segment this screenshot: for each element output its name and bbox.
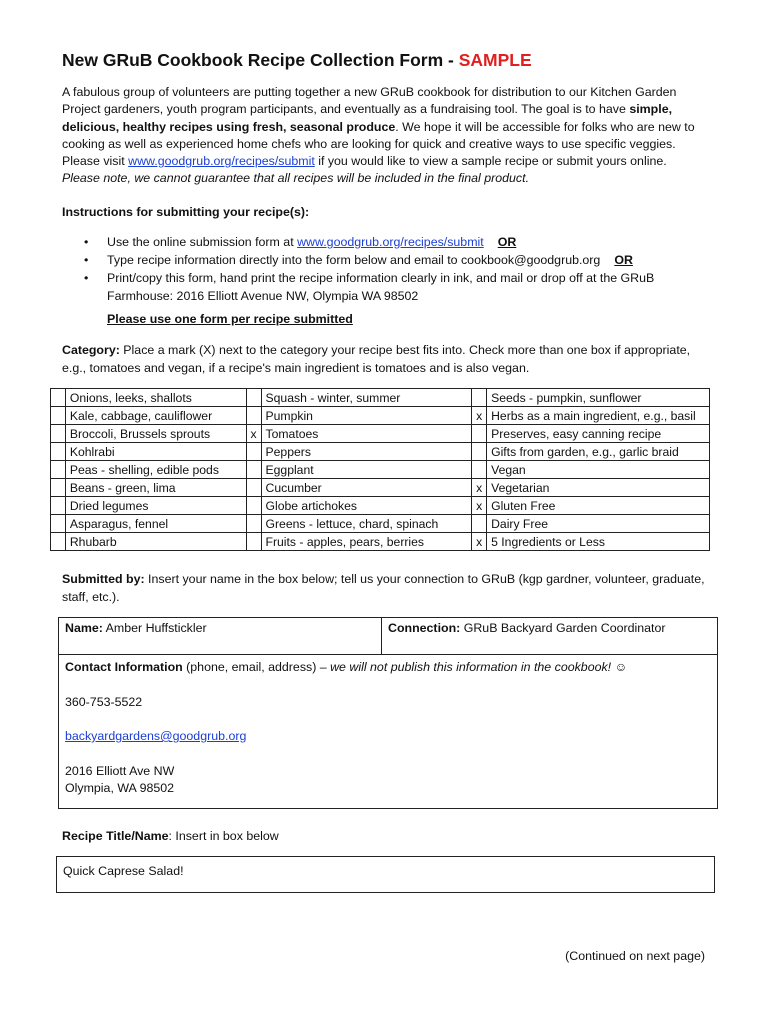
category-checkbox[interactable] [246, 497, 261, 515]
category-instructions: Category: Place a mark (X) next to the category your recipe best fits into. Check more than one box if appropriate, e.g., tomatoes and vegan, if a recipe's main ingredient is tomatoes and is also vegan. [62, 343, 691, 375]
contact-address-line2: Olympia, WA 98502 [65, 781, 175, 795]
contact-email-link[interactable]: backyardgardens@goodgrub.org [65, 729, 247, 743]
smiley-icon: ☺ [611, 660, 628, 674]
category-checkbox[interactable] [51, 515, 66, 533]
table-row [51, 515, 710, 533]
category-label: Eggplant [261, 461, 472, 479]
category-label: Dried legumes [65, 497, 246, 515]
category-label: Cucumber [261, 479, 472, 497]
category-label: Asparagus, fennel [65, 515, 246, 533]
category-label: Tomatoes [261, 425, 472, 443]
table-row [51, 407, 710, 425]
category-label: Kohlrabi [65, 443, 246, 461]
list-item: • Use the online submission form at www.goodgrub.org/recipes/submit OR [62, 233, 712, 251]
category-label: Peppers [261, 443, 472, 461]
submitter-box [58, 617, 718, 809]
category-label: Preserves, easy canning recipe [487, 425, 710, 443]
name-field[interactable]: Name: Amber Huffstickler [59, 618, 382, 655]
category-checkbox[interactable] [246, 479, 261, 497]
intro-note: Please note, we cannot guarantee that all recipes will be included in the final product. [62, 171, 530, 186]
table-row [51, 461, 710, 479]
category-label: Herbs as a main ingredient, e.g., basil [487, 407, 710, 425]
category-label: Pumpkin [261, 407, 472, 425]
category-checkbox[interactable] [51, 407, 66, 425]
table-row [51, 533, 710, 551]
category-checkbox[interactable]: x [472, 407, 487, 425]
category-label: Vegetarian [487, 479, 710, 497]
recipes-submit-link[interactable]: www.goodgrub.org/recipes/submit [128, 154, 315, 169]
instructions-list [62, 233, 712, 305]
recipe-title-field[interactable]: Quick Caprese Salad! [56, 856, 715, 893]
category-label: Rhubarb [65, 533, 246, 551]
category-checkbox[interactable]: x [472, 533, 487, 551]
one-form-notice: Please use one form per recipe submitted [107, 312, 353, 326]
category-label: Squash - winter, summer [261, 389, 472, 407]
category-checkbox[interactable] [246, 389, 261, 407]
category-checkbox[interactable] [472, 515, 487, 533]
category-label: Vegan [487, 461, 710, 479]
category-checkbox[interactable] [51, 533, 66, 551]
category-checkbox[interactable] [472, 461, 487, 479]
category-checkbox[interactable] [51, 443, 66, 461]
continued-note: (Continued on next page) [565, 949, 705, 963]
table-row [51, 389, 710, 407]
category-checkbox[interactable] [246, 461, 261, 479]
contact-info-field[interactable]: Contact Information (phone, email, address) – we will not publish this information in the cookbook! ☺ 360-753-5522 backyardgardens@goodgrub.org 2016 Elliott Ave NW Olympia, WA 98502 [65, 656, 711, 798]
list-item: • Print/copy this form, hand print the recipe information clearly in ink, and mail or drop off at the GRuB Farmhouse: 2016 Elliott Avenue NW, Olympia WA 98502 [62, 269, 712, 305]
category-label: Onions, leeks, shallots [65, 389, 246, 407]
category-label: Beans - green, lima [65, 479, 246, 497]
category-checkbox[interactable] [51, 479, 66, 497]
table-row [51, 479, 710, 497]
category-checkbox[interactable]: x [472, 479, 487, 497]
category-checkbox[interactable] [246, 533, 261, 551]
sample-label: SAMPLE [458, 50, 532, 70]
page-title: New GRuB Cookbook Recipe Collection Form - SAMPLE [62, 50, 532, 70]
category-checkbox[interactable]: x [472, 497, 487, 515]
list-item: • Type recipe information directly into the form below and email to cookbook@goodgrub.org OR [62, 251, 712, 269]
category-checkbox[interactable] [246, 407, 261, 425]
category-label: Dairy Free [487, 515, 710, 533]
table-row [51, 425, 710, 443]
recipe-title-instructions: Recipe Title/Name: Insert in box below [62, 829, 279, 843]
category-label: Fruits - apples, pears, berries [261, 533, 472, 551]
category-checkbox[interactable] [51, 497, 66, 515]
submitted-by-instructions: Submitted by: Insert your name in the box below; tell us your connection to GRuB (kgp gardner, volunteer, graduate, staff, etc.). [62, 572, 705, 604]
category-checkbox[interactable] [472, 389, 487, 407]
category-label: Seeds - pumpkin, sunflower [487, 389, 710, 407]
category-checkbox[interactable] [472, 443, 487, 461]
category-label: 5 Ingredients or Less [487, 533, 710, 551]
online-form-link[interactable]: www.goodgrub.org/recipes/submit [297, 235, 484, 249]
category-checkbox[interactable] [51, 425, 66, 443]
instructions-heading: Instructions for submitting your recipe(s): [62, 205, 310, 219]
category-label: Gifts from garden, e.g., garlic braid [487, 443, 710, 461]
category-checkbox[interactable] [51, 389, 66, 407]
category-label: Broccoli, Brussels sprouts [65, 425, 246, 443]
category-checkbox[interactable] [246, 515, 261, 533]
category-checkbox[interactable] [246, 443, 261, 461]
contact-phone: 360-753-5522 [65, 694, 143, 709]
table-row [51, 443, 710, 461]
category-label: Gluten Free [487, 497, 710, 515]
category-label: Peas - shelling, edible pods [65, 461, 246, 479]
contact-address-line1: 2016 Elliott Ave NW [65, 763, 175, 778]
category-checkbox[interactable] [472, 425, 487, 443]
category-label: Greens - lettuce, chard, spinach [261, 515, 472, 533]
connection-field[interactable]: Connection: GRuB Backyard Garden Coordinator [382, 618, 717, 655]
category-checkbox[interactable]: x [246, 425, 261, 443]
category-label: Globe artichokes [261, 497, 472, 515]
table-row [51, 497, 710, 515]
category-label: Kale, cabbage, cauliflower [65, 407, 246, 425]
category-checkbox[interactable] [51, 461, 66, 479]
category-table [50, 388, 710, 551]
intro-paragraph: A fabulous group of volunteers are putting together a new GRuB cookbook for distribution to our Kitchen Garden Project gardeners, youth program participants, and eventually as a fundraising tool. The goal is to have simple, delicious, healthy recipes using fresh, seasonal produce. We hope it will be accessible for folks who are new to cooking as well as experienced home chefs who are looking for quick and creative ways to use specific veggies. Please visit www.goodgrub.org/recipes/submit if you would like to view a sample recipe or submit yours online. Please note, we cannot guarantee that all recipes will be included in the final product. [62, 85, 695, 186]
